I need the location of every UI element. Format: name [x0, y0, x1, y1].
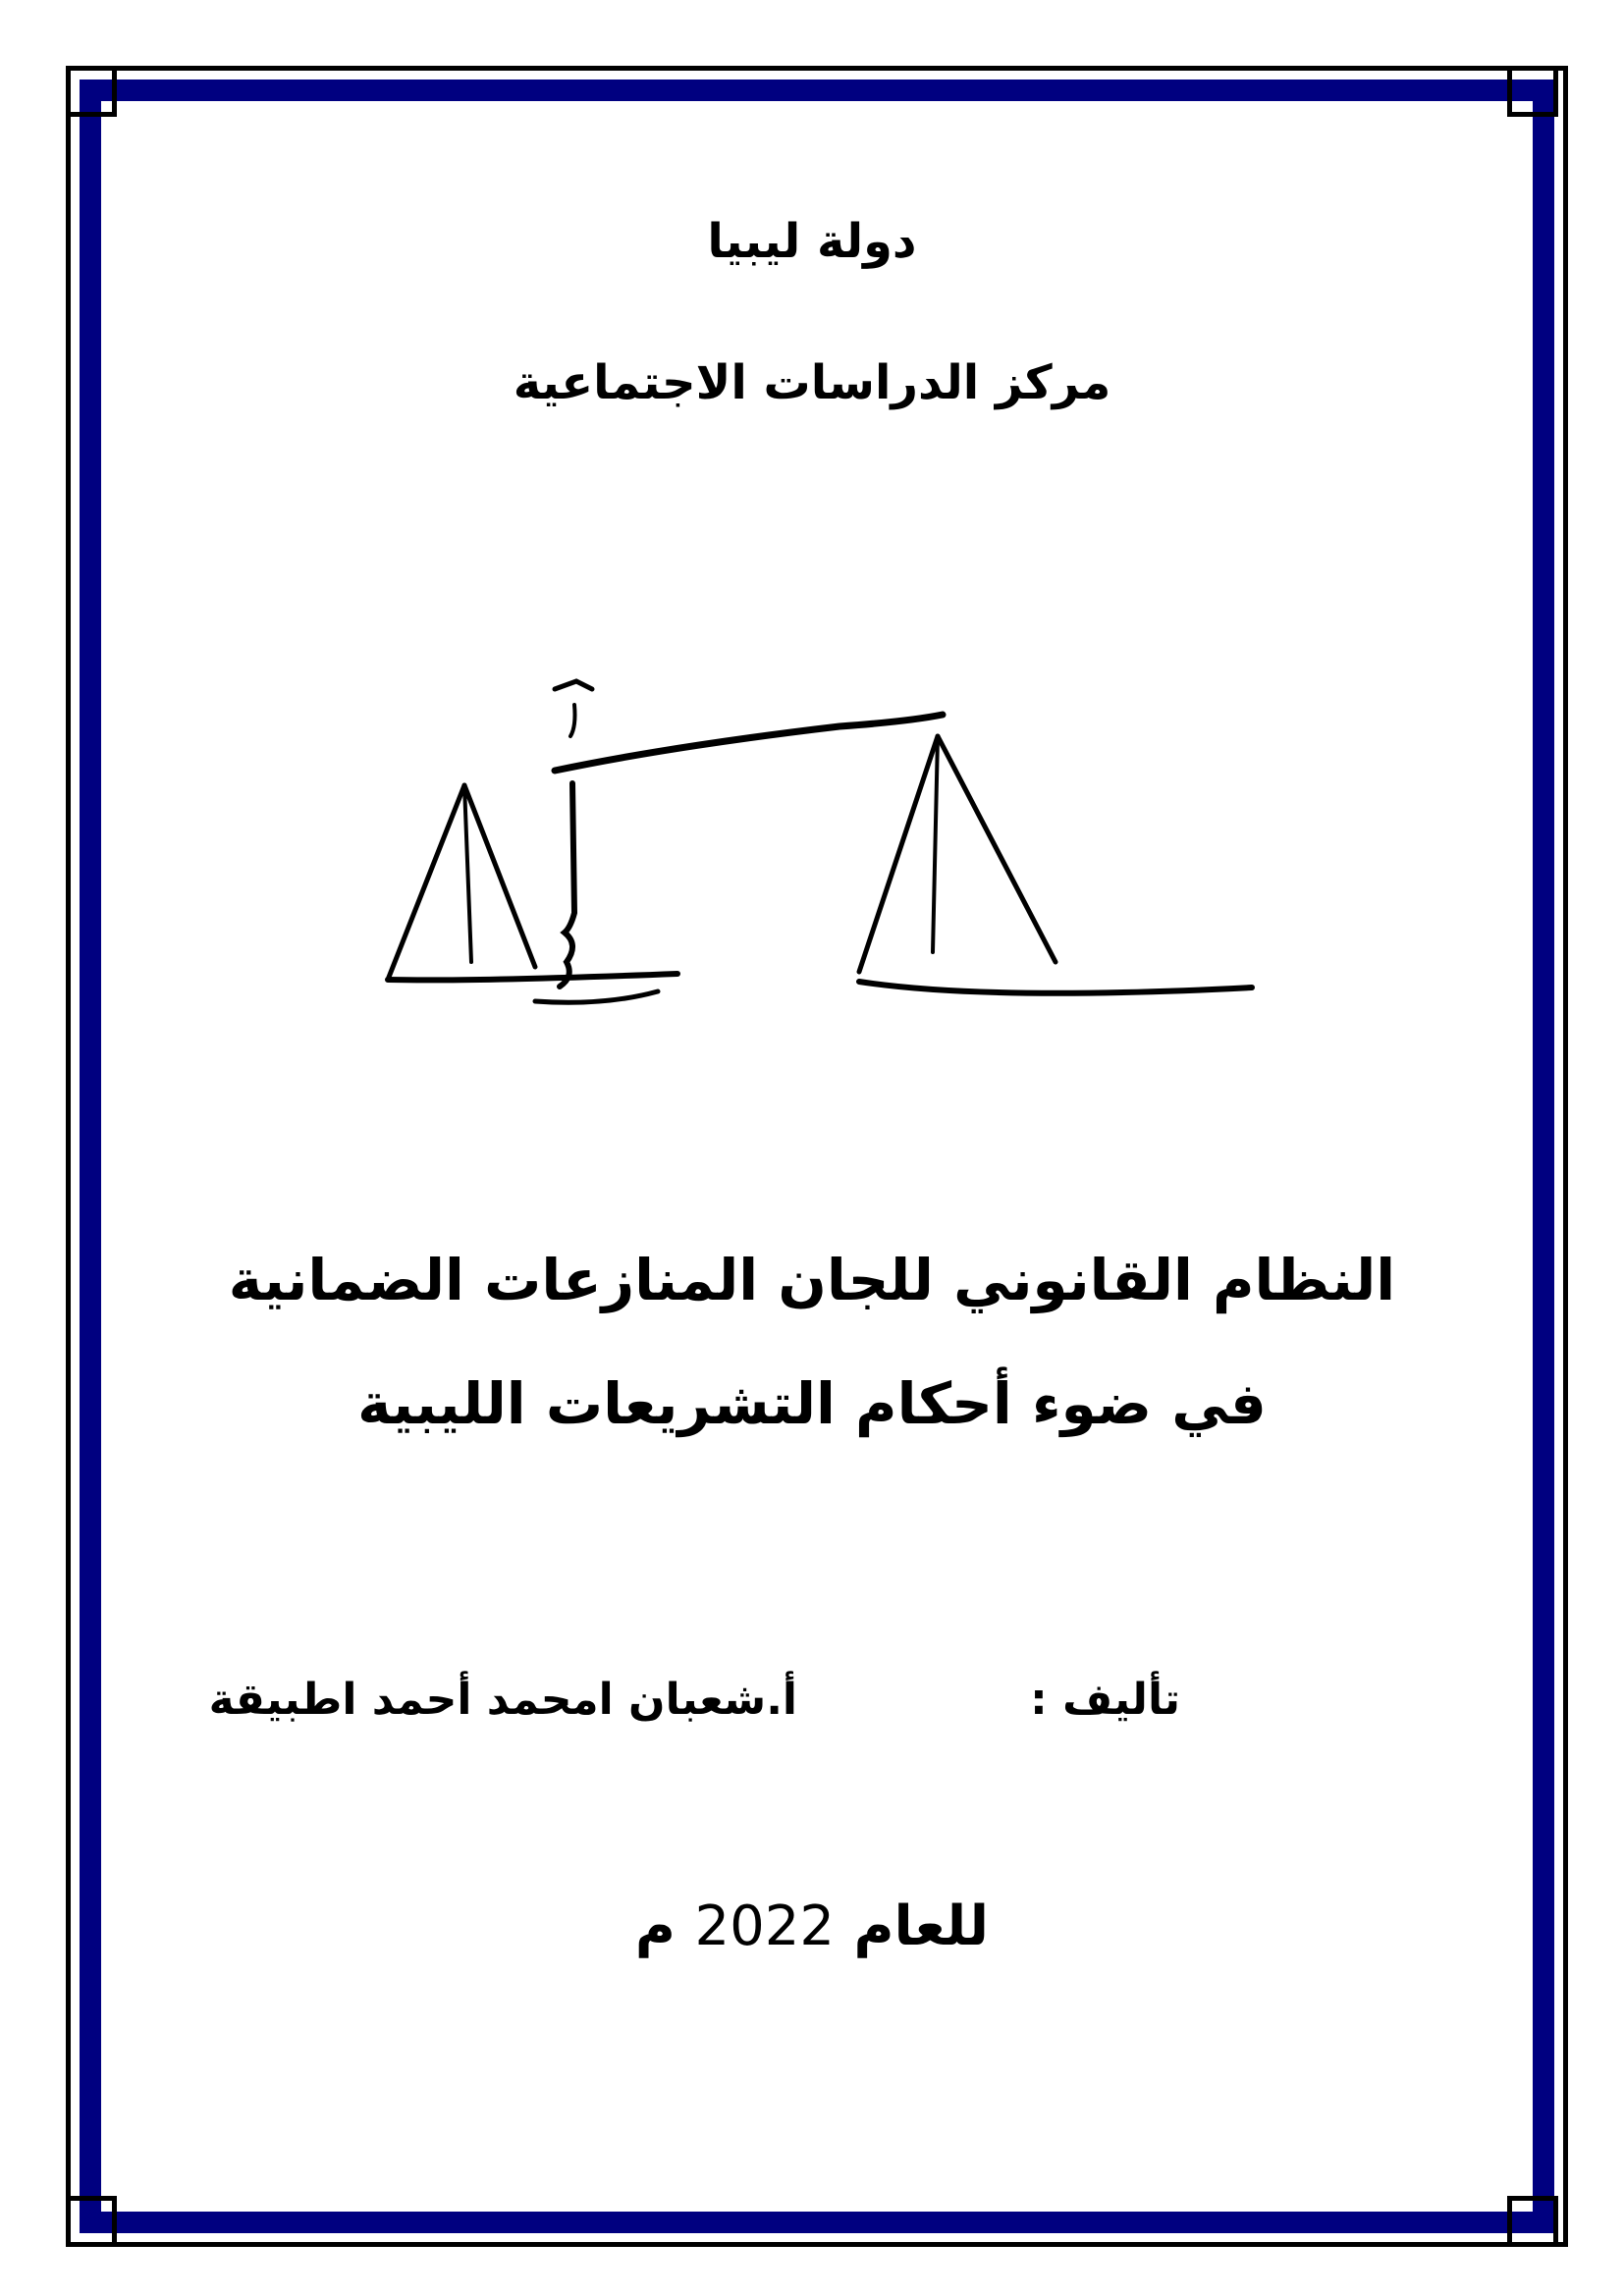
institution-heading: مركز الدراسات الاجتماعية — [513, 355, 1111, 410]
border-corner — [66, 66, 117, 117]
year-prefix: للعام — [853, 1895, 990, 1958]
year-suffix: م — [634, 1895, 676, 1958]
border-corner — [1507, 66, 1558, 117]
book-title-line-2: في ضوء أحكام التشريعات الليبية — [357, 1370, 1267, 1437]
border-corner — [1507, 2196, 1558, 2247]
country-heading: دولة ليبيا — [707, 214, 917, 269]
author-label: تأليف : — [1030, 1675, 1180, 1725]
publication-year — [0, 1895, 1624, 1958]
scales-of-justice-icon — [378, 667, 1262, 1060]
border-corner — [66, 2196, 117, 2247]
book-title-line-1: النظام القانوني للجان المنازعات الضمانية — [228, 1247, 1396, 1313]
author-name: أ.شعبان امحمد أحمد اطبيقة — [208, 1675, 797, 1725]
year-number: 2022 — [694, 1895, 835, 1958]
